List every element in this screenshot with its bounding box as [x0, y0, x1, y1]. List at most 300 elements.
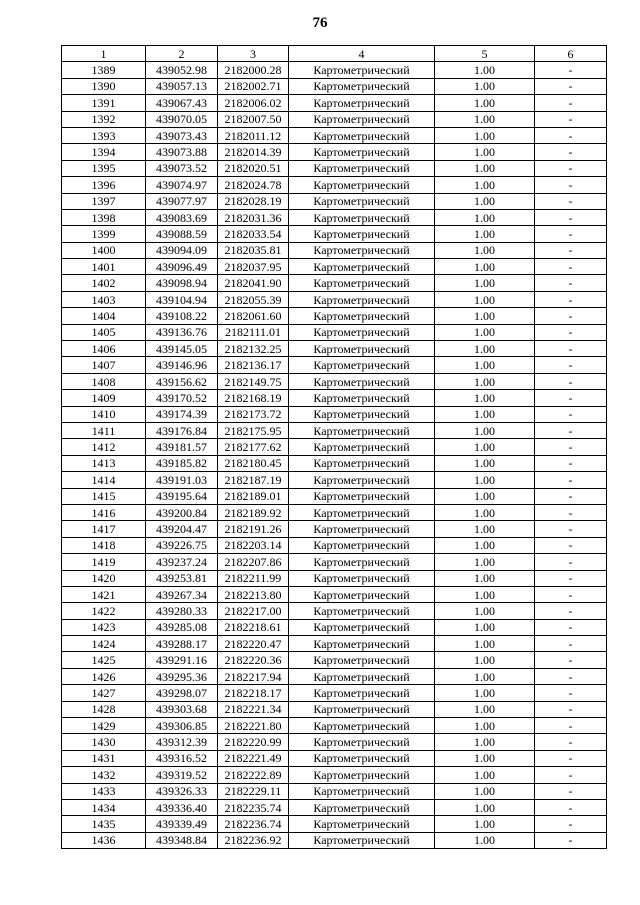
table-cell: 1.00: [435, 685, 535, 701]
table-cell: 2182189.01: [218, 488, 289, 504]
table-cell: 2182203.14: [218, 537, 289, 553]
table-cell: 439070.05: [146, 111, 218, 127]
table-cell: 1429: [62, 718, 146, 734]
table-cell: 439306.85: [146, 718, 218, 734]
table-cell: 439052.98: [146, 62, 218, 78]
table-cell: 1404: [62, 308, 146, 324]
table-cell: 1431: [62, 750, 146, 766]
table-cell: 1.00: [435, 603, 535, 619]
table-row: [62, 390, 607, 406]
table-cell: 1434: [62, 799, 146, 815]
table-cell: 1.00: [435, 439, 535, 455]
table-cell: 2182000.28: [218, 62, 289, 78]
column-header: 3: [218, 46, 289, 62]
table-cell: 2182037.95: [218, 259, 289, 275]
table-cell: 1424: [62, 636, 146, 652]
table-cell: -: [535, 177, 607, 193]
table-cell: 2182173.72: [218, 406, 289, 422]
table-cell: Картометрический: [289, 472, 435, 488]
table-cell: 439195.64: [146, 488, 218, 504]
column-header: 1: [62, 46, 146, 62]
table-cell: Картометрический: [289, 619, 435, 635]
table-cell: -: [535, 160, 607, 176]
table-row: [62, 832, 607, 848]
table-cell: 439098.94: [146, 275, 218, 291]
table-cell: 1428: [62, 701, 146, 717]
table-cell: Картометрический: [289, 734, 435, 750]
table-cell: 2182011.12: [218, 127, 289, 143]
table-cell: 439326.33: [146, 783, 218, 799]
table-cell: 1416: [62, 504, 146, 520]
column-header: 5: [435, 46, 535, 62]
table-cell: 1435: [62, 816, 146, 832]
table-cell: 439136.76: [146, 324, 218, 340]
table-cell: 439339.49: [146, 816, 218, 832]
table-cell: -: [535, 586, 607, 602]
table-cell: 1409: [62, 390, 146, 406]
table-cell: 1393: [62, 127, 146, 143]
table-row: [62, 242, 607, 258]
table-cell: 439336.40: [146, 799, 218, 815]
table-cell: -: [535, 685, 607, 701]
table-cell: 2182211.99: [218, 570, 289, 586]
table-cell: Картометрический: [289, 586, 435, 602]
table-cell: 1.00: [435, 111, 535, 127]
table-cell: 1.00: [435, 78, 535, 94]
table-cell: Картометрический: [289, 554, 435, 570]
table-cell: 439288.17: [146, 636, 218, 652]
table-cell: 1.00: [435, 816, 535, 832]
table-cell: 2182020.51: [218, 160, 289, 176]
table-cell: -: [535, 554, 607, 570]
table-cell: -: [535, 193, 607, 209]
table-cell: 2182168.19: [218, 390, 289, 406]
table-cell: 1408: [62, 373, 146, 389]
table-cell: 2182031.36: [218, 209, 289, 225]
table-cell: 1391: [62, 95, 146, 111]
table-cell: 1.00: [435, 341, 535, 357]
table-cell: 1.00: [435, 750, 535, 766]
table-cell: 439319.52: [146, 767, 218, 783]
table-cell: 1410: [62, 406, 146, 422]
table-cell: 439145.05: [146, 341, 218, 357]
table-cell: -: [535, 603, 607, 619]
table-cell: Картометрический: [289, 406, 435, 422]
table-cell: 1.00: [435, 668, 535, 684]
table-cell: 1.00: [435, 144, 535, 160]
table-cell: 439312.39: [146, 734, 218, 750]
table-cell: 2182033.54: [218, 226, 289, 242]
table-cell: 1403: [62, 291, 146, 307]
table-cell: 439298.07: [146, 685, 218, 701]
table-cell: 2182024.78: [218, 177, 289, 193]
table-cell: -: [535, 357, 607, 373]
table-cell: 1.00: [435, 521, 535, 537]
table-cell: -: [535, 783, 607, 799]
table-row: [62, 521, 607, 537]
table-cell: -: [535, 504, 607, 520]
table-cell: 439057.13: [146, 78, 218, 94]
table-cell: 439237.24: [146, 554, 218, 570]
table-cell: 1396: [62, 177, 146, 193]
column-header: 4: [289, 46, 435, 62]
table-row: [62, 259, 607, 275]
table-cell: 1.00: [435, 832, 535, 848]
table-cell: Картометрический: [289, 783, 435, 799]
table-row: [62, 324, 607, 340]
table-row: [62, 439, 607, 455]
table-cell: 439204.47: [146, 521, 218, 537]
table-row: [62, 95, 607, 111]
table-cell: 1.00: [435, 62, 535, 78]
table-cell: Картометрический: [289, 226, 435, 242]
table-cell: 2182006.02: [218, 95, 289, 111]
table-cell: 1411: [62, 422, 146, 438]
table-cell: -: [535, 422, 607, 438]
table-cell: 1419: [62, 554, 146, 570]
table-cell: 2182222.89: [218, 767, 289, 783]
table-cell: 1.00: [435, 586, 535, 602]
table-cell: 1402: [62, 275, 146, 291]
table-cell: -: [535, 472, 607, 488]
table-cell: 2182213.80: [218, 586, 289, 602]
table-cell: 1413: [62, 455, 146, 471]
table-cell: Картометрический: [289, 209, 435, 225]
table-cell: 1395: [62, 160, 146, 176]
table-cell: 1426: [62, 668, 146, 684]
table-cell: 1.00: [435, 242, 535, 258]
table-cell: Картометрический: [289, 127, 435, 143]
table-cell: Картометрический: [289, 799, 435, 815]
table-cell: 1398: [62, 209, 146, 225]
table-cell: 439096.49: [146, 259, 218, 275]
table-cell: Картометрический: [289, 242, 435, 258]
table-cell: -: [535, 390, 607, 406]
table-cell: 1425: [62, 652, 146, 668]
table-cell: -: [535, 308, 607, 324]
table-row: [62, 422, 607, 438]
table-cell: 439077.97: [146, 193, 218, 209]
table-cell: Картометрический: [289, 603, 435, 619]
table-cell: -: [535, 373, 607, 389]
table-cell: 1.00: [435, 767, 535, 783]
table-cell: 1389: [62, 62, 146, 78]
table-row: [62, 472, 607, 488]
table-cell: 1405: [62, 324, 146, 340]
table-cell: Картометрический: [289, 78, 435, 94]
table-cell: -: [535, 537, 607, 553]
table-cell: 1.00: [435, 259, 535, 275]
table-cell: 1.00: [435, 652, 535, 668]
table-cell: 1.00: [435, 488, 535, 504]
table-cell: 439185.82: [146, 455, 218, 471]
table-row: [62, 816, 607, 832]
table-cell: Картометрический: [289, 95, 435, 111]
table-row: [62, 570, 607, 586]
table-cell: Картометрический: [289, 357, 435, 373]
table-cell: -: [535, 455, 607, 471]
table-cell: 2182002.71: [218, 78, 289, 94]
table-cell: 2182132.25: [218, 341, 289, 357]
table-cell: Картометрический: [289, 570, 435, 586]
table-cell: 1.00: [435, 209, 535, 225]
table-cell: 2182220.47: [218, 636, 289, 652]
table-cell: -: [535, 341, 607, 357]
table-cell: 439073.43: [146, 127, 218, 143]
column-header: 2: [146, 46, 218, 62]
table-row: [62, 504, 607, 520]
table-cell: Картометрический: [289, 160, 435, 176]
table-cell: 439104.94: [146, 291, 218, 307]
table-row: [62, 226, 607, 242]
table-cell: -: [535, 521, 607, 537]
table-cell: 2182220.36: [218, 652, 289, 668]
table-cell: 439088.59: [146, 226, 218, 242]
table-cell: 1430: [62, 734, 146, 750]
table-row: [62, 291, 607, 307]
table-cell: 1399: [62, 226, 146, 242]
table-row: [62, 537, 607, 553]
table-cell: 2182055.39: [218, 291, 289, 307]
table-cell: 1.00: [435, 422, 535, 438]
table-cell: 1.00: [435, 324, 535, 340]
table-cell: 2182136.17: [218, 357, 289, 373]
table-cell: -: [535, 750, 607, 766]
table-cell: 1.00: [435, 275, 535, 291]
table-cell: -: [535, 144, 607, 160]
table-cell: Картометрический: [289, 652, 435, 668]
table-cell: 1.00: [435, 193, 535, 209]
table-row: [62, 209, 607, 225]
table-cell: Картометрический: [289, 341, 435, 357]
table-cell: 1.00: [435, 701, 535, 717]
table-cell: 1397: [62, 193, 146, 209]
table-cell: 1406: [62, 341, 146, 357]
table-cell: 1432: [62, 767, 146, 783]
table-cell: Картометрический: [289, 832, 435, 848]
table-cell: 1401: [62, 259, 146, 275]
table-cell: 1.00: [435, 177, 535, 193]
table-row: [62, 111, 607, 127]
table-row: [62, 455, 607, 471]
table-cell: 1415: [62, 488, 146, 504]
table-cell: 2182217.00: [218, 603, 289, 619]
table-cell: 439191.03: [146, 472, 218, 488]
table-cell: 1420: [62, 570, 146, 586]
table-cell: Картометрический: [289, 144, 435, 160]
table-cell: 1433: [62, 783, 146, 799]
table-cell: 2182191.26: [218, 521, 289, 537]
table-cell: 439074.97: [146, 177, 218, 193]
table-cell: -: [535, 291, 607, 307]
table-cell: Картометрический: [289, 259, 435, 275]
table-cell: Картометрический: [289, 816, 435, 832]
table-row: [62, 586, 607, 602]
table-cell: 2182014.39: [218, 144, 289, 160]
table-cell: 1.00: [435, 390, 535, 406]
table-cell: 1.00: [435, 799, 535, 815]
table-cell: 2182220.99: [218, 734, 289, 750]
table-cell: 1418: [62, 537, 146, 553]
table-cell: 2182041.90: [218, 275, 289, 291]
table-cell: 439174.39: [146, 406, 218, 422]
table-cell: 1436: [62, 832, 146, 848]
table-row: [62, 799, 607, 815]
table-cell: 2182218.17: [218, 685, 289, 701]
page-number: 76: [312, 15, 328, 31]
table-cell: 1.00: [435, 783, 535, 799]
table-cell: -: [535, 718, 607, 734]
table-cell: -: [535, 799, 607, 815]
table-row: [62, 767, 607, 783]
table-cell: -: [535, 275, 607, 291]
table-cell: 2182061.60: [218, 308, 289, 324]
table-row: [62, 488, 607, 504]
table-cell: -: [535, 668, 607, 684]
table-cell: 1390: [62, 78, 146, 94]
table-cell: Картометрический: [289, 504, 435, 520]
table-cell: -: [535, 209, 607, 225]
table-cell: Картометрический: [289, 521, 435, 537]
table-cell: -: [535, 832, 607, 848]
table-row: [62, 652, 607, 668]
table-row: [62, 144, 607, 160]
table-cell: Картометрический: [289, 701, 435, 717]
table-cell: 439073.52: [146, 160, 218, 176]
table-cell: 2182221.80: [218, 718, 289, 734]
table-cell: 2182221.49: [218, 750, 289, 766]
table-cell: 1.00: [435, 127, 535, 143]
table-cell: 2182177.62: [218, 439, 289, 455]
table-cell: 439094.09: [146, 242, 218, 258]
coordinates-table: [61, 45, 607, 849]
table-cell: 2182221.34: [218, 701, 289, 717]
table-cell: Картометрический: [289, 62, 435, 78]
table-cell: Картометрический: [289, 767, 435, 783]
table-row: [62, 308, 607, 324]
table-cell: -: [535, 816, 607, 832]
table-cell: 2182035.81: [218, 242, 289, 258]
table-cell: 439348.84: [146, 832, 218, 848]
table-cell: 2182189.92: [218, 504, 289, 520]
table-cell: 1427: [62, 685, 146, 701]
table-cell: 2182207.86: [218, 554, 289, 570]
table-cell: Картометрический: [289, 193, 435, 209]
table-cell: 2182028.19: [218, 193, 289, 209]
table-cell: Картометрический: [289, 685, 435, 701]
table-cell: -: [535, 767, 607, 783]
table-cell: 1394: [62, 144, 146, 160]
table-cell: 439285.08: [146, 619, 218, 635]
table-row: [62, 554, 607, 570]
table-cell: -: [535, 324, 607, 340]
table-cell: 1400: [62, 242, 146, 258]
table-cell: -: [535, 127, 607, 143]
table-row: [62, 275, 607, 291]
table-row: [62, 750, 607, 766]
table-cell: Картометрический: [289, 668, 435, 684]
table-row: [62, 127, 607, 143]
table-row: [62, 783, 607, 799]
table-cell: 2182111.01: [218, 324, 289, 340]
table-cell: -: [535, 406, 607, 422]
table-cell: 1414: [62, 472, 146, 488]
table-cell: 2182187.19: [218, 472, 289, 488]
table-cell: 439280.33: [146, 603, 218, 619]
table-cell: -: [535, 242, 607, 258]
table-cell: Картометрический: [289, 291, 435, 307]
table-cell: Картометрический: [289, 324, 435, 340]
table-cell: 1422: [62, 603, 146, 619]
table-cell: 439291.16: [146, 652, 218, 668]
table-cell: Картометрический: [289, 537, 435, 553]
table-cell: Картометрический: [289, 390, 435, 406]
table-row: [62, 636, 607, 652]
table-cell: 2182236.92: [218, 832, 289, 848]
table-cell: -: [535, 619, 607, 635]
table-row: [62, 619, 607, 635]
table-cell: 1407: [62, 357, 146, 373]
table-row: [62, 78, 607, 94]
table-cell: 439146.96: [146, 357, 218, 373]
table-cell: 1.00: [435, 357, 535, 373]
table-cell: -: [535, 111, 607, 127]
table-cell: 1.00: [435, 537, 535, 553]
table-cell: 439073.88: [146, 144, 218, 160]
table-cell: Картометрический: [289, 439, 435, 455]
table-cell: 439253.81: [146, 570, 218, 586]
table-cell: 439176.84: [146, 422, 218, 438]
table-cell: -: [535, 570, 607, 586]
table-cell: 1423: [62, 619, 146, 635]
table-cell: 1.00: [435, 95, 535, 111]
table-cell: 1.00: [435, 308, 535, 324]
table-row: [62, 160, 607, 176]
table-row: [62, 341, 607, 357]
table-cell: Картометрический: [289, 111, 435, 127]
table-row: [62, 668, 607, 684]
table-cell: Картометрический: [289, 718, 435, 734]
table-cell: 2182180.45: [218, 455, 289, 471]
table-cell: Картометрический: [289, 636, 435, 652]
table-cell: -: [535, 734, 607, 750]
table-cell: 439316.52: [146, 750, 218, 766]
table-cell: Картометрический: [289, 275, 435, 291]
table-cell: 1.00: [435, 226, 535, 242]
table-cell: 439267.34: [146, 586, 218, 602]
table-row: [62, 62, 607, 78]
table-cell: 2182217.94: [218, 668, 289, 684]
table-cell: 1417: [62, 521, 146, 537]
table-header-row: [62, 46, 607, 62]
table-cell: 439200.84: [146, 504, 218, 520]
table-cell: Картометрический: [289, 488, 435, 504]
table-cell: 1.00: [435, 570, 535, 586]
table-cell: 1.00: [435, 619, 535, 635]
table-cell: 439170.52: [146, 390, 218, 406]
table-cell: 1.00: [435, 718, 535, 734]
table-cell: 439108.22: [146, 308, 218, 324]
table-cell: 1.00: [435, 472, 535, 488]
table-cell: 1.00: [435, 373, 535, 389]
table-cell: 1.00: [435, 291, 535, 307]
table-cell: 2182007.50: [218, 111, 289, 127]
table-cell: Картометрический: [289, 422, 435, 438]
table-cell: 1.00: [435, 406, 535, 422]
table-row: [62, 373, 607, 389]
table-cell: 1.00: [435, 455, 535, 471]
table-cell: 439181.57: [146, 439, 218, 455]
